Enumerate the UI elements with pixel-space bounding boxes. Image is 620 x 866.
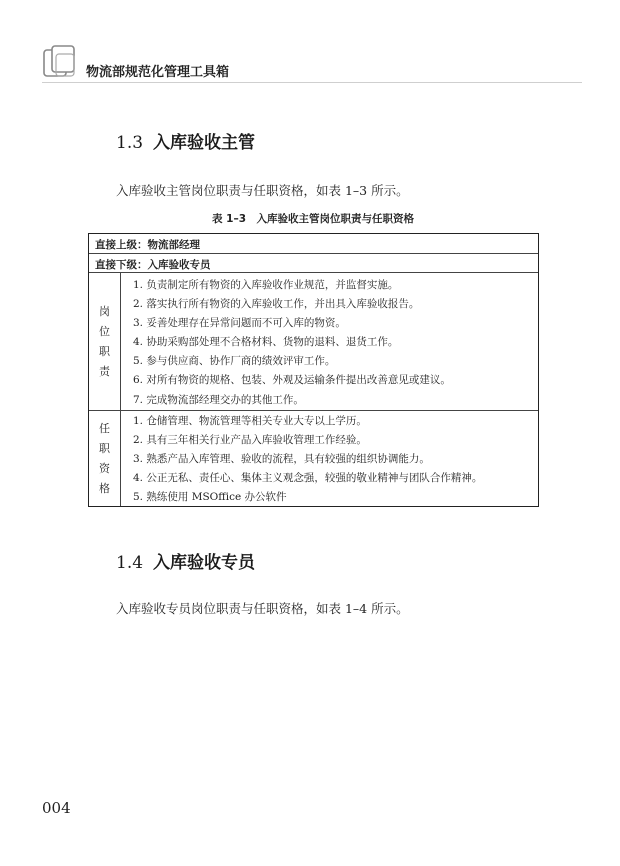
duties-list	[133, 276, 451, 410]
list-item: 7. 完成物流部经理交办的其他工作。	[133, 393, 304, 406]
list-item: 1. 仓储管理、物流管理等相关专业大专以上学历。	[133, 415, 367, 427]
table-row-divider	[89, 272, 538, 273]
list-item: 3. 熟悉产品入库管理、验收的流程，具有较强的组织协调能力。	[133, 453, 430, 466]
list-item: 2. 具有三年相关行业产品入库验收管理工作经验。	[133, 434, 367, 447]
table-row-divider	[89, 410, 538, 411]
section-heading-1-3	[116, 128, 255, 153]
list-item: 3. 妥善处理存在异常问题而不可入库的物资。	[133, 317, 346, 330]
list-item: 5. 熟练使用 MSOffice 办公软件	[133, 491, 287, 504]
section-intro-paragraph: 入库验收专员岗位职责与任职资格，如表 1–4 所示。	[116, 601, 409, 616]
section-number: 1.3	[116, 133, 144, 153]
section-intro-paragraph: 入库验收主管岗位职责与任职资格，如表 1–3 所示。	[116, 183, 409, 198]
qualifications-list	[133, 412, 482, 507]
duty-qualification-table	[88, 233, 539, 507]
section-heading-1-4	[116, 548, 255, 573]
section-title-text: 入库验收主管	[152, 133, 255, 153]
direct-superior-cell: 直接上级：物流部经理	[95, 239, 200, 251]
table-row-divider	[89, 253, 538, 254]
duties-label: 岗 位 职 责	[99, 305, 110, 378]
section-title-text: 入库验收专员	[152, 553, 255, 573]
page-number: 004	[42, 799, 71, 817]
direct-subordinate-cell: 直接下级：入库验收专员	[95, 259, 211, 271]
header-divider	[42, 82, 582, 83]
book-title: 物流部规范化管理工具箱	[86, 65, 230, 80]
list-item: 2. 落实执行所有物资的入库验收工作，并出具入库验收报告。	[133, 298, 420, 311]
qualifications-label: 任 职 资 格	[99, 422, 110, 495]
list-item: 6. 对所有物资的规格、包装、外观及运输条件提出改善意见或建议。	[133, 374, 451, 387]
list-item: 1. 负责制定所有物资的入库验收作业规范，并监督实施。	[133, 279, 399, 291]
list-item: 5. 参与供应商、协作厂商的绩效评审工作。	[133, 355, 336, 368]
list-item: 4. 公正无私、责任心、集体主义观念强，较强的敬业精神与团队合作精神。	[133, 472, 483, 485]
book-logo-icon	[42, 44, 78, 80]
table-column-divider	[120, 272, 121, 506]
section-number: 1.4	[116, 553, 144, 573]
table-caption: 表 1–3 入库验收主管岗位职责与任职资格	[211, 213, 415, 225]
list-item: 4. 协助采购部处理不合格材料、货物的退料、退货工作。	[133, 336, 399, 349]
